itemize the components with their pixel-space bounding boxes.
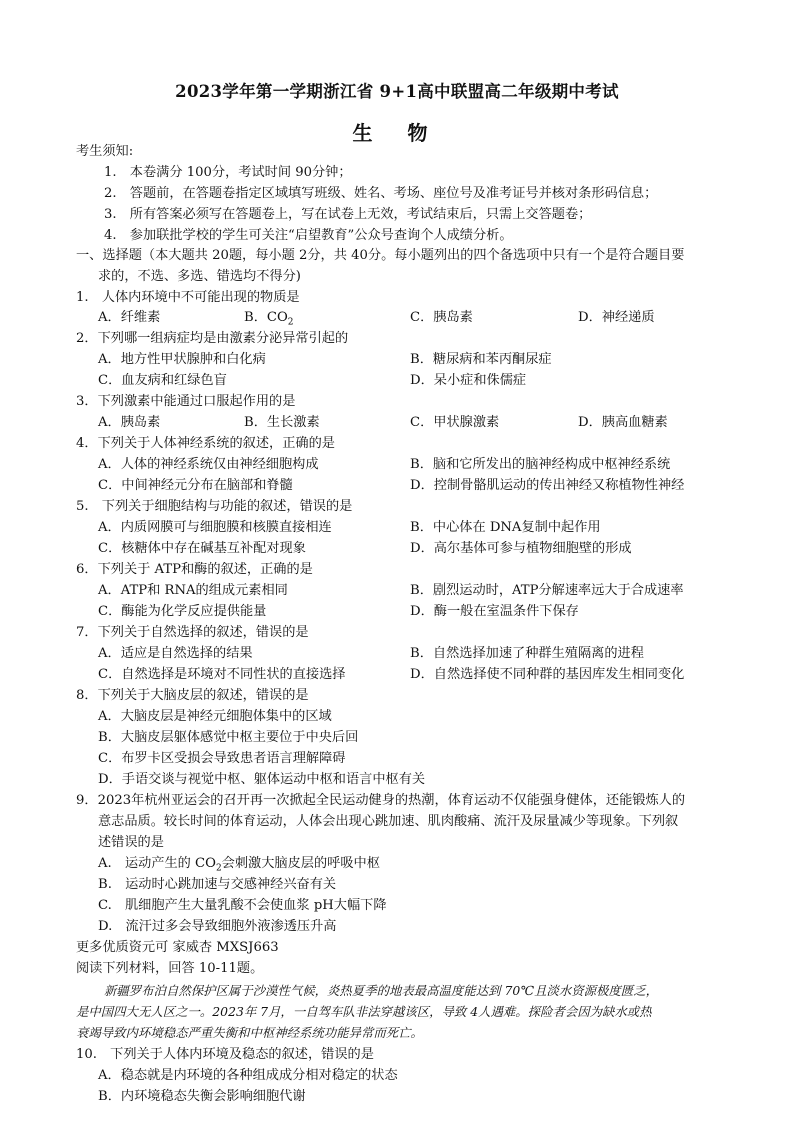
option-b: B．中心体在 DNA复制中起作用 [410, 520, 601, 535]
option-c: C．胰岛素 [410, 310, 473, 325]
question-stem: 1. 人体内环境中不可能出现的物质是 [76, 290, 300, 305]
option-a: A．人体的神经系统仅由神经细胞构成 [98, 457, 319, 472]
question-stem: 4．下列关于人体神经系统的叙述，正确的是 [76, 436, 335, 451]
question-stem: 9．2023年杭州亚运会的召开再一次掀起全民运动健身的热潮，体育运动不仅能强身健体，还能锻炼人的 [76, 793, 686, 808]
option-c: C．酶能为化学反应提供能量 [98, 604, 267, 619]
option-d: D．酶一般在室温条件下保存 [410, 604, 579, 619]
option-a: A．纤维素 [98, 310, 161, 325]
question-stem: 8．下列关于大脑皮层的叙述，错误的是 [76, 688, 309, 703]
section-heading: 一、选择题（本大题共 20题，每小题 2分，共 40分。每小题列出的四个备选项中只有一个是符合题目要 [76, 248, 685, 263]
option-b: B．内环境稳态失衡会影响细胞代谢 [98, 1089, 306, 1104]
option-b: B．自然选择加速了种群生殖隔离的进程 [410, 646, 644, 661]
material-paragraph: 新疆罗布泊自然保护区属于沙漠性气候，炎热夏季的地表最高温度能达到 70℃且淡水资源极度匮乏， [104, 983, 658, 998]
option-b: B．剧烈运动时，ATP分解速率远大于合成速率 [410, 583, 684, 598]
material-paragraph: 是中国四大无人区之一。2023年 7月，一自驾车队非法穿越该区，导致 4人遇难。探险者会因为缺水或热 [76, 1004, 652, 1019]
question-stem: 2．下列哪一组病症均是由激素分泌异常引起的 [76, 331, 349, 346]
section-heading-cont: 求的，不选、多选、错选均不得分) [98, 269, 301, 284]
question-stem: 7．下列关于自然选择的叙述，错误的是 [76, 625, 309, 640]
notice-item: 2. 答题前，在答题卷指定区域填写班级、姓名、考场、座位号及准考证号并核对条形码信息； [104, 186, 658, 201]
option-b: B．大脑皮层躯体感觉中枢主要位于中央后回 [98, 730, 359, 745]
subject-title: 生 物 [352, 121, 442, 145]
option-d: D．呆小症和侏儒症 [410, 373, 527, 388]
option-d: D. 流汗过多会导致细胞外液渗透压升高 [98, 919, 337, 934]
notice-heading: 考生须知: [76, 144, 134, 159]
option-a: A．稳态就是内环境的各种组成成分相对稳定的状态 [98, 1068, 398, 1083]
option-b: B．脑和它所发出的脑神经构成中枢神经系统 [410, 457, 671, 472]
exam-title: 2023学年第一学期浙江省 9+1高中联盟高二年级期中考试 [175, 82, 619, 101]
option-b: B．$CO_2$ [244, 310, 294, 328]
question-stem: 3．下列激素中能通过口服起作用的是 [76, 394, 296, 409]
question-stem: 10. 下列关于人体内环境及稳态的叙述，错误的是 [76, 1047, 374, 1062]
notice-item: 1. 本卷满分 100分，考试时间 90分钟； [104, 165, 352, 180]
option-b: B. 运动时心跳加速与交感神经兴奋有关 [98, 877, 337, 892]
promo-text: 更多优质资元可 家威杏 MXSJ663 [76, 940, 279, 955]
option-d: D．手语交谈与视觉中枢、躯体运动中枢和语言中枢有关 [98, 772, 426, 787]
option-c: C．血友病和红绿色盲 [98, 373, 227, 388]
option-b: B．生长激素 [244, 415, 320, 430]
option-d: D．控制骨骼肌运动的传出神经又称植物性神经 [410, 478, 685, 493]
option-d: D．神经递质 [578, 310, 655, 325]
notice-item: 3. 所有答案必须写在答题卷上，写在试卷上无效，考试结束后，只需上交答题卷； [104, 207, 592, 222]
notice-item: 4. 参加联批学校的学生可关注“启望教育”公众号查询个人成绩分析。 [104, 228, 513, 243]
option-d: D．胰高血糖素 [578, 415, 668, 430]
question-stem-cont: 述错误的是 [98, 835, 164, 850]
option-a: A. 运动产生的 $CO_2$会刺激大脑皮层的呼吸中枢 [98, 856, 380, 874]
option-a: A．内质网膜可与细胞膜和核膜直接相连 [98, 520, 332, 535]
option-c: C．中间神经元分布在脑部和脊髓 [98, 478, 293, 493]
question-stem: 6．下列关于 ATP和酶的叙述，正确的是 [76, 562, 313, 577]
question-stem: 5. 下列关于细胞结构与功能的叙述，错误的是 [76, 499, 353, 514]
material-paragraph: 衰竭导致内环境稳态严重失衡和中枢神经系统功能异常而死亡。 [76, 1025, 423, 1040]
option-c: C．自然选择是环境对不同性状的直接选择 [98, 667, 346, 682]
option-c: C．布罗卡区受损会导致患者语言理解障碍 [98, 751, 346, 766]
option-a: A．适应是自然选择的结果 [98, 646, 253, 661]
option-a: A．ATP和 RNA的组成元素相同 [98, 583, 288, 598]
material-intro: 阅读下列材料，回答 10-11题。 [76, 961, 264, 976]
option-a: A．大脑皮层是神经元细胞体集中的区域 [98, 709, 332, 724]
option-c: C. 肌细胞产生大量乳酸不会使血浆 pH大幅下降 [98, 898, 387, 913]
option-b: B．糖尿病和苯丙酮尿症 [410, 352, 552, 367]
option-a: A．地方性甲状腺肿和白化病 [98, 352, 266, 367]
option-d: D．自然选择使不同种群的基因库发生相同变化 [410, 667, 685, 682]
option-d: D．高尔基体可参与植物细胞壁的形成 [410, 541, 632, 556]
option-a: A．胰岛素 [98, 415, 161, 430]
question-stem-cont: 意志品质。较长时间的体育运动，人体会出现心跳加速、肌肉酸痛、流汗及尿量减少等现象。下列叙 [98, 814, 679, 829]
option-c: C．核糖体中存在碱基互补配对现象 [98, 541, 306, 556]
option-c: C．甲状腺激素 [410, 415, 500, 430]
